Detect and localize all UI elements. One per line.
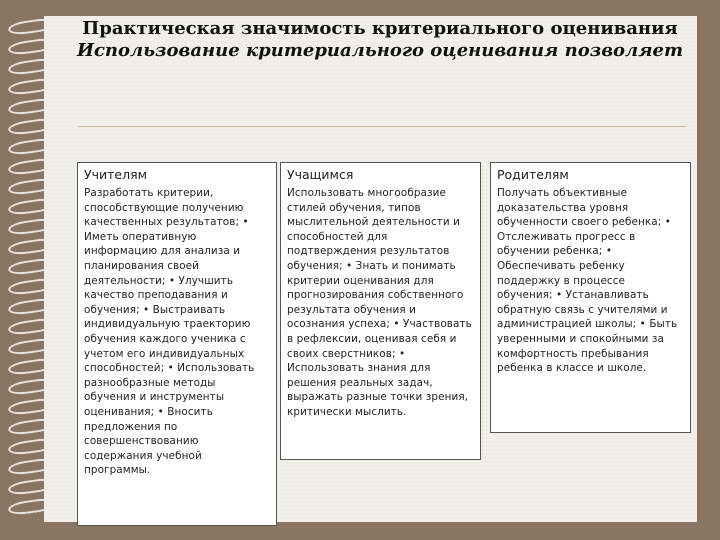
slide-title xyxy=(70,18,690,62)
title-divider xyxy=(78,126,686,127)
parents-box xyxy=(490,162,691,433)
students-heading: Учащимся xyxy=(287,167,354,182)
parents-text: Получать объективные доказательства уровня обученности своего ребенка; • Отслеживать прогресс в обучении ребенка; • Обеспечивать ребенку поддержку в процессе обучения; • Устанавливать обратную связь с учителями и администрацией школы; • Быть уверенными и спокойными за комфортность пребывания ребенка в классе и школе. xyxy=(497,187,678,375)
students-text: Использовать многообразие стилей обучения, типов мыслительной деятельности и способностей для подтверждения результатов обучения; • Знать и понимать критерии оценивания для прогнозирования собственного результата обучения и осознания успеха; • Участвовать в рефлексии, оценивая себя и своих сверстников; • Использовать знания для решения реальных задач, выражать разные точки зрения, критически мыслить. xyxy=(287,187,472,418)
students-box xyxy=(280,162,481,460)
title-subtitle: Использование критериального оценивания позволяет xyxy=(76,40,684,61)
parents-heading: Родителям xyxy=(497,167,569,182)
title-main: Практическая значимость критериального оценивания xyxy=(82,18,678,39)
teachers-text: Разработать критерии, способствующие получению качественных результатов; • Иметь оперативную информацию для анализа и планирования своей деятельности; • Улучшить качество преподавания и обучения; • Выстраивать индивидуальную траекторию обучения каждого ученика с учетом его индивидуальных способностей; • Использовать разнообразные методы обучения и инструменты оценивания; • Вносить предложения по совершенствованию содержания учебной программы. xyxy=(84,187,255,477)
teachers-heading: Учителям xyxy=(84,167,148,182)
teachers-box xyxy=(77,162,277,526)
